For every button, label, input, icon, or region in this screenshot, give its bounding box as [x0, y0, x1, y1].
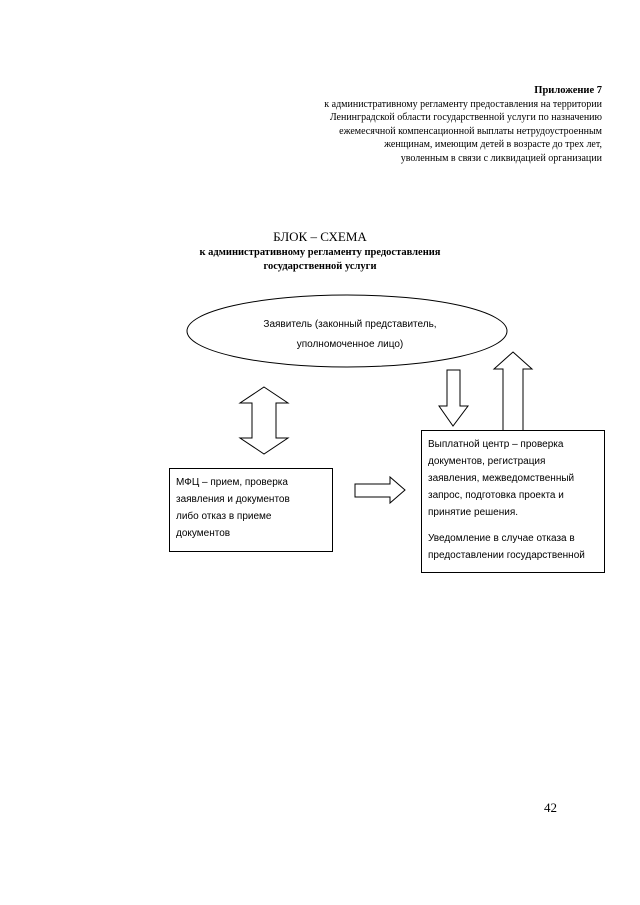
- mfc-line: МФЦ – прием, проверка: [176, 477, 288, 488]
- mfc-line: заявления и документов: [176, 494, 290, 505]
- schema-title: БЛОК – СХЕМА: [273, 229, 367, 244]
- mfc-line: документов: [176, 528, 231, 539]
- payment-center-line: принятие решения.: [428, 507, 519, 518]
- payment-center-line: заявления, межведомственный: [428, 473, 575, 484]
- appendix-title: Приложение 7: [534, 85, 602, 96]
- applicant-node: [190, 315, 510, 355]
- applicant-label-line2: уполномоченное лицо): [296, 339, 404, 350]
- payment-center-line: Выплатной центр – проверка: [428, 439, 564, 450]
- applicant-label-line1: Заявитель (законный представитель,: [263, 319, 437, 330]
- payment-center-paragraph-2: [428, 530, 598, 564]
- schema-subtitle-line1: к административному регламенту предоставления: [199, 247, 441, 258]
- payment-center-line: предоставлении государственной: [428, 550, 585, 561]
- payment-center-line: запрос, подготовка проекта и: [428, 490, 564, 501]
- appendix-line: женщинам, имеющим детей в возрасте до трех лет,: [384, 139, 602, 150]
- double-arrow-applicant-mfc: [240, 387, 288, 454]
- down-arrow-to-payment-center: [439, 370, 468, 426]
- appendix-line: Ленинградской области государственной услуги по назначению: [329, 112, 602, 123]
- right-arrow-mfc-to-payment-center: [355, 477, 405, 503]
- mfc-line: либо отказ в приеме: [176, 511, 272, 522]
- schema-subtitle-line2: государственной услуги: [263, 261, 377, 272]
- appendix-line: к административному регламенту предоставления на территории: [324, 98, 602, 110]
- payment-center-line: документов, регистрация: [428, 456, 546, 467]
- appendix-line: ежемесячной компенсационной выплаты нетрудоустроенным: [339, 125, 602, 137]
- payment-center-node: [421, 430, 605, 573]
- up-arrow-to-applicant: [494, 352, 532, 432]
- payment-center-paragraph-1: [428, 436, 598, 521]
- page-number: 42: [544, 800, 557, 815]
- payment-center-line: Уведомление в случае отказа в: [428, 533, 575, 544]
- mfc-node: [169, 468, 333, 552]
- appendix-line: уволенным в связи с ликвидацией организации: [400, 152, 602, 164]
